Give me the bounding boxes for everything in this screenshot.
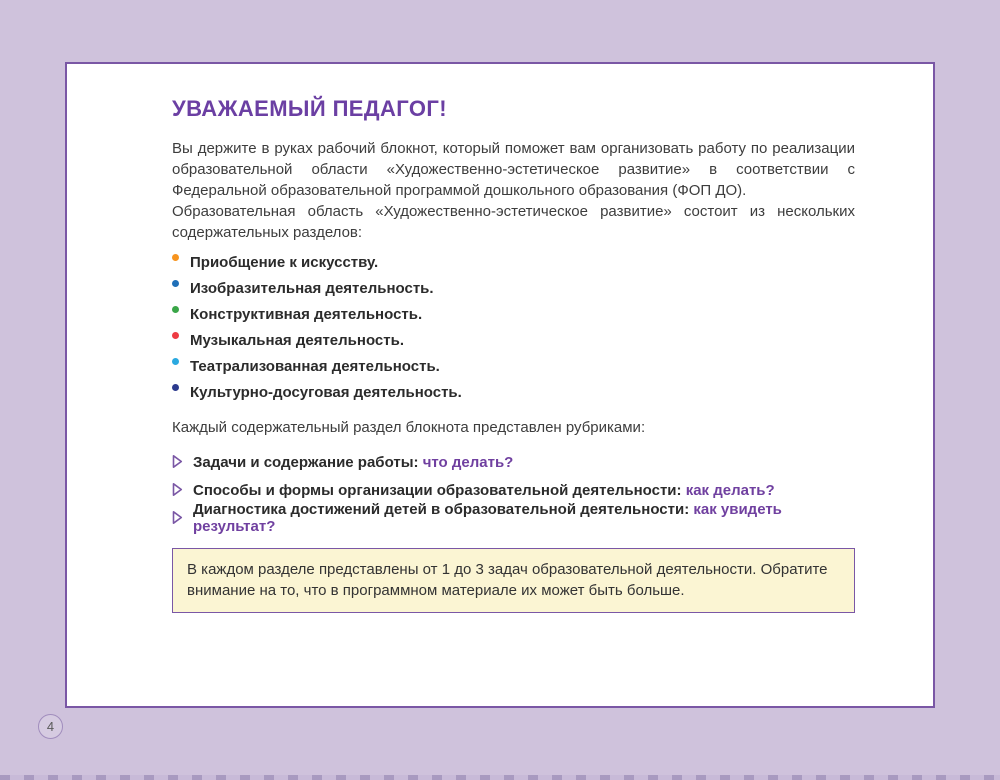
list-item (172, 249, 855, 275)
section-label: Приобщение к искусству. (190, 253, 379, 271)
note-box (172, 548, 855, 613)
list-item (172, 353, 855, 379)
rubric-label: Диагностика достижений детей в образовательной деятельности: (193, 501, 690, 518)
rubric-row (172, 448, 855, 476)
list-item (172, 301, 855, 327)
rubric-label: Задачи и содержание работы: (193, 453, 419, 471)
page-number: 4 (46, 719, 55, 734)
list-item (172, 327, 855, 353)
rubric-text (193, 454, 513, 471)
section-label: Культурно-досуговая деятельность. (190, 383, 462, 401)
triangle-bullet-icon (172, 454, 183, 469)
rubric-label: Способы и формы организации образовательной деятельности: (193, 481, 682, 499)
section-label: Конструктивная деятельность. (190, 305, 423, 323)
rubric-question: как увидеть результат? (193, 501, 782, 535)
triangle-bullet-icon (172, 510, 183, 525)
rubrics-intro: Каждый содержательный раздел блокнота представлен рубриками: (172, 419, 646, 436)
note-text: В каждом разделе представлены от 1 до 3 задач образовательной деятельности. Обратите внимание на то, что в программном материале их может быть больше. (187, 561, 828, 599)
rubrics-list (172, 448, 855, 535)
page-content (67, 64, 933, 613)
sections-list (172, 249, 855, 405)
intro-paragraph-1: Вы держите в руках рабочий блокнот, который поможет вам организовать работу по реализации образовательной области «Художественно-эстетическое развитие» в соответствии с Федеральной образовательной программой дошкольного образования (ФОП ДО). (172, 140, 855, 199)
bullet-dot-icon (172, 384, 179, 391)
bullet-dot-icon (172, 332, 179, 339)
bullet-dot-icon (172, 280, 179, 287)
notebook-binding-edge (0, 775, 1000, 780)
page-number-badge (38, 714, 63, 739)
intro-paragraph-2: Образовательная область «Художественно-эстетическое развитие» состоит из нескольких содержательных разделов: (172, 203, 855, 241)
list-item (172, 275, 855, 301)
rubric-text (193, 482, 775, 499)
rubric-row (172, 501, 855, 535)
bullet-dot-icon (172, 306, 179, 313)
triangle-bullet-icon (172, 482, 183, 497)
document-page (65, 62, 935, 708)
rubric-text (193, 501, 855, 535)
list-item (172, 379, 855, 405)
rubric-question: что делать? (422, 453, 514, 471)
rubric-question: как делать? (685, 481, 775, 499)
bullet-dot-icon (172, 254, 179, 261)
section-label: Театрализованная деятельность. (190, 357, 440, 375)
section-label: Изобразительная деятельность. (190, 279, 434, 297)
page-title: УВАЖАЕМЫЙ ПЕДАГОГ! (172, 96, 447, 121)
bullet-dot-icon (172, 358, 179, 365)
rubric-row (172, 476, 855, 504)
section-label: Музыкальная деятельность. (190, 331, 404, 349)
